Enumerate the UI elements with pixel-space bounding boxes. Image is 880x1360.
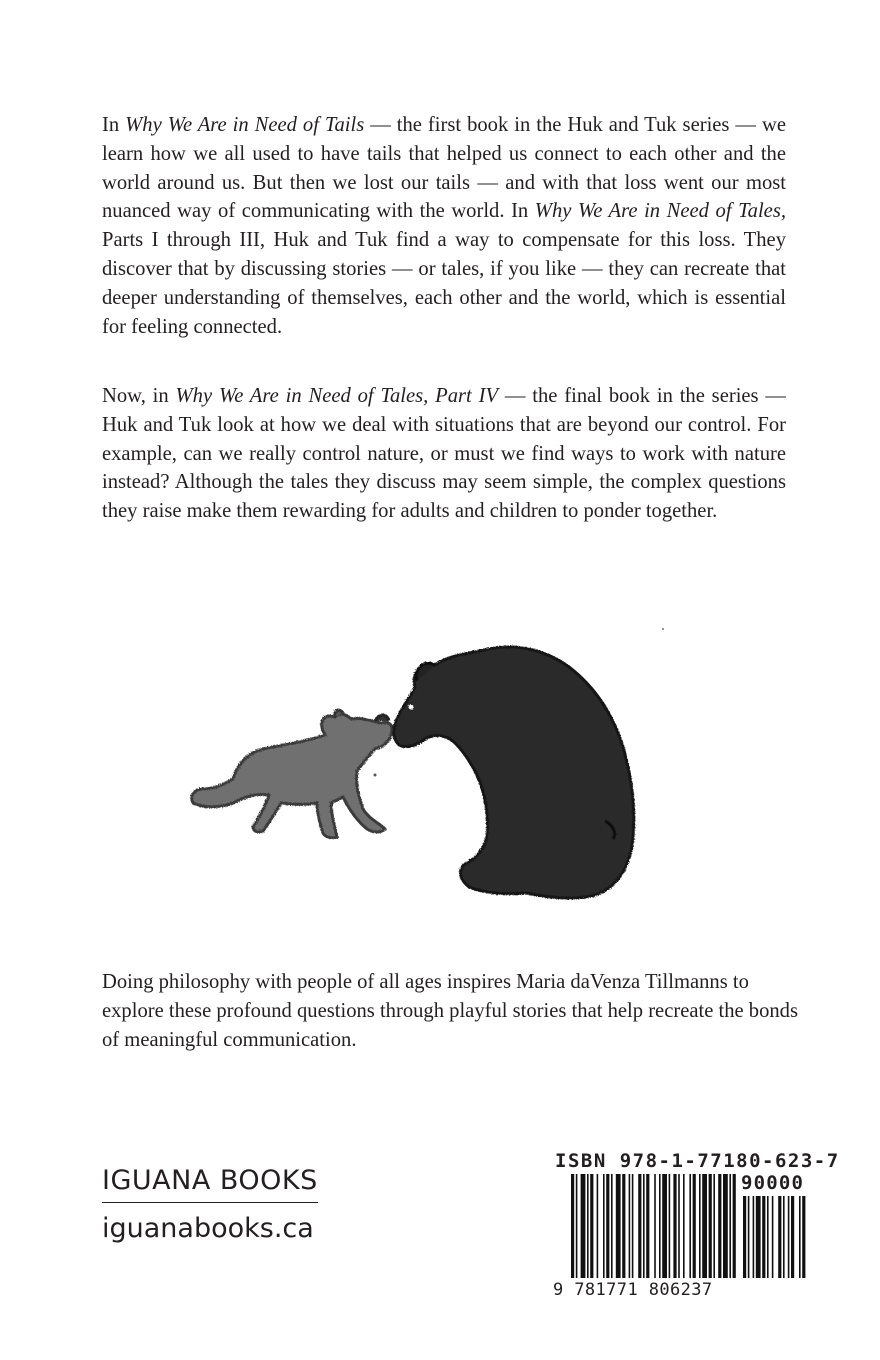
barcode-bar	[743, 1196, 746, 1278]
blurb-text: In	[102, 114, 126, 136]
isbn-label: ISBN 978-1-77180-623-7	[555, 1150, 840, 1172]
barcode-bar	[729, 1174, 731, 1278]
barcode-bar	[643, 1174, 645, 1278]
barcode-bar	[646, 1174, 649, 1278]
barcode-bar	[581, 1174, 586, 1278]
blurb-text: Parts I through III, Huk and Tuk find a way to compensate for this loss. They discover that by discussing stories — or tales, if you like — they can recreate that deeper understanding of themselves, each other and the world, which is essential for feeling connected.	[102, 229, 786, 338]
barcode-bar	[654, 1174, 656, 1278]
barcode-bar	[611, 1174, 613, 1278]
barcode-bar	[802, 1196, 805, 1278]
barcode-bar	[791, 1196, 794, 1278]
barcode-bar	[632, 1174, 634, 1278]
blurb-text: Now, in	[102, 385, 176, 407]
barcode-bar	[662, 1174, 667, 1278]
barcode-bar	[597, 1174, 599, 1278]
barcode-bar	[699, 1174, 701, 1278]
bear-drawing-icon	[394, 647, 634, 898]
barcode-bar	[606, 1174, 609, 1278]
barcode-bar	[799, 1196, 801, 1278]
barcode-bar	[756, 1196, 761, 1278]
isbn-digits: 9 781771 806237	[553, 1280, 713, 1300]
barcode-bar	[772, 1196, 774, 1278]
book-title: Why We Are in Need of Tales, Part IV	[175, 385, 499, 407]
barcode-bar	[638, 1174, 641, 1278]
isbn-barcode	[553, 1150, 840, 1302]
barcode-bar	[689, 1174, 691, 1278]
barcode-bar	[709, 1174, 712, 1278]
price-code: 90000	[741, 1172, 805, 1194]
barcode-bar	[571, 1174, 574, 1278]
barcode-bar	[622, 1174, 625, 1278]
blurb-paragraph-2	[102, 382, 786, 526]
barcode-bar	[669, 1174, 671, 1278]
barcode-bar	[788, 1196, 790, 1278]
author-bio: Doing philosophy with people of all ages inspires Maria daVenza Tillmanns to explore these profound questions through playful stories that help recreate the bonds of meaningful communication.	[102, 971, 798, 1051]
barcode-bar	[778, 1196, 781, 1278]
book-title: Why We Are in Need of Tails	[125, 114, 365, 136]
barcode-bar	[762, 1196, 765, 1278]
barcode-bar	[576, 1174, 578, 1278]
barcode-bar	[718, 1174, 721, 1278]
blurb-text: — the first book in the Huk and Tuk series — we learn how we all used to have tails that helped us connect to each other and the world around us. But then we lost our tails — and with that loss went our most nuanced way of communicating with the world. In	[102, 114, 786, 223]
book-title: Why We Are in Need of Tales,	[534, 200, 786, 223]
small-animal-drawing-icon	[192, 710, 393, 838]
barcode-bar	[733, 1174, 736, 1278]
barcode-bar	[678, 1174, 680, 1278]
barcode-bar	[590, 1174, 593, 1278]
blurb-text: — the final book in the series — Huk and Tuk look at how we deal with situations that are beyond our control. For example, can we really control nature, or must we find ways to work with nature instead? Although the tales they discuss may seem simple, the complex questions they raise make them rewarding for adults and children to ponder together.	[102, 385, 786, 523]
barcode-bar	[616, 1174, 621, 1278]
barcode-bar	[693, 1174, 696, 1278]
barcode-bar	[603, 1174, 605, 1278]
barcode-bar	[587, 1174, 589, 1278]
cover-illustration	[185, 625, 685, 915]
barcode-bar	[753, 1196, 755, 1278]
barcode-bar	[683, 1174, 685, 1278]
barcode-bar	[783, 1196, 785, 1278]
barcode-bar	[767, 1196, 769, 1278]
blurb-paragraph-1	[102, 111, 786, 341]
barcode-bar	[629, 1174, 631, 1278]
barcode-bar	[713, 1174, 715, 1278]
barcode-bar	[702, 1174, 707, 1278]
publisher-name: IGUANA BOOKS	[102, 1165, 318, 1203]
publisher-url: iguanabooks.ca	[102, 1213, 314, 1244]
barcode-bar	[723, 1174, 728, 1278]
barcode-bar	[748, 1196, 750, 1278]
publisher-block	[102, 1165, 318, 1244]
barcode-bar	[659, 1174, 661, 1278]
barcode-bar	[673, 1174, 676, 1278]
